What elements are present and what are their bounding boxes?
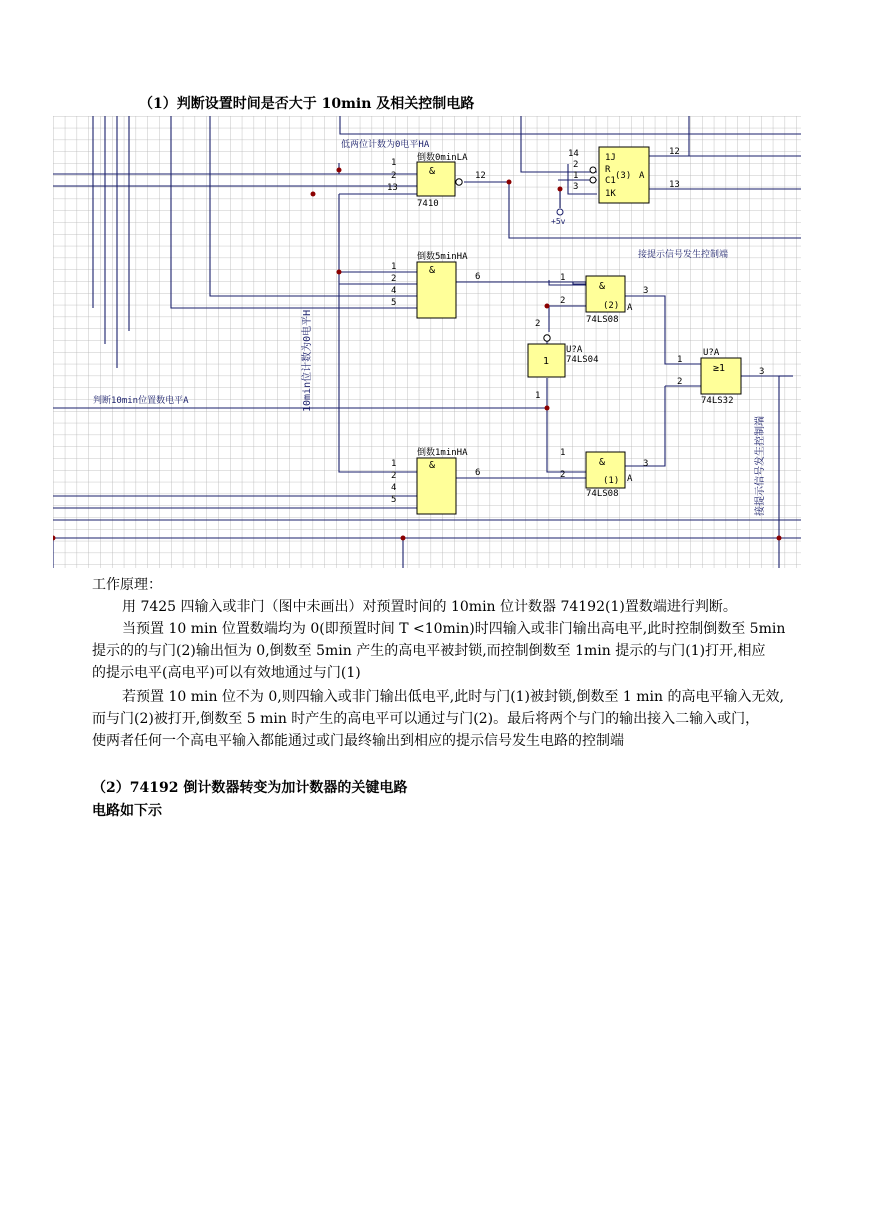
gate-1min-pin-4: 4 xyxy=(391,483,397,493)
inverter-pin-top: 2 xyxy=(535,319,541,329)
ff-pin13: 13 xyxy=(669,180,680,190)
and-gate-1-pin3: 3 xyxy=(643,459,649,469)
gate-5min-symbol: & xyxy=(429,265,436,276)
gate-1min-title: 倒数1minHA xyxy=(417,448,468,458)
inverter-ref: U?A xyxy=(566,345,583,355)
gate-0min-pin-1: 1 xyxy=(391,158,397,168)
gate-5min-pin-5: 5 xyxy=(391,298,397,308)
gate-0min-title: 倒数0minLA xyxy=(417,153,468,163)
ff-pin1: 1 xyxy=(573,171,579,181)
and-gate-2-symbol: & xyxy=(599,281,606,292)
or-gate-pin3: 3 xyxy=(759,367,765,377)
gate-1min-pin-5: 5 xyxy=(391,495,397,505)
gate-5min-pin-4: 4 xyxy=(391,286,397,296)
right-net-label: 接提示信号发生控制端 xyxy=(638,250,729,260)
heading-section-1: （1）判断设置时间是否大于 10min 及相关控制电路 xyxy=(139,96,475,112)
heading-section-2: （2）74192 倒计数器转变为加计数器的关键电路 xyxy=(92,780,408,796)
ff-unit: (3) xyxy=(615,171,632,181)
ff-line1: 1J xyxy=(605,153,616,163)
ff-line3: C1 xyxy=(605,176,616,186)
inverter-part: 74LS04 xyxy=(566,355,599,365)
and-gate-2-pin3: 3 xyxy=(643,286,649,296)
inverter-pin-bot: 1 xyxy=(535,391,541,401)
and-gate-1-unit: A xyxy=(627,474,633,484)
gate-0min-symbol: & xyxy=(429,166,436,177)
gate-1min-pin-2: 2 xyxy=(391,471,397,481)
inverter-symbol: 1 xyxy=(543,356,550,367)
or-gate-ref: U?A xyxy=(703,348,720,358)
gate-1min-symbol: & xyxy=(429,460,436,471)
and-gate-2-pin2: 2 xyxy=(560,296,566,306)
principle-p2-line1: 当预置 10 min 位置数端均为 0(即预置时间 T <10min)时四输入或非门输出高电平,此时控制倒数至 5min xyxy=(122,621,786,637)
ff-line4: 1K xyxy=(605,189,616,199)
principle-p2-line3: 的提示电平(高电平)可以有效地通过与门(1) xyxy=(92,665,361,681)
right-vertical-net-label: 接提示信号发生控制端 xyxy=(755,416,766,516)
and-gate-2-sub: (2) xyxy=(603,301,620,311)
or-gate-part: 74LS32 xyxy=(701,396,734,406)
gate-0min-part: 7410 xyxy=(417,199,439,209)
gate-0min-pin-13: 13 xyxy=(387,183,398,193)
left-net-label: 判断10min位置数电平A xyxy=(93,396,189,406)
vertical-net-label: 10min位计数为0电平H xyxy=(302,309,313,412)
circuit-diagram xyxy=(53,116,801,568)
gate-5min-pin-2: 2 xyxy=(391,274,397,284)
and-gate-1-part: 74LS08 xyxy=(586,489,619,499)
and-gate-1-symbol: & xyxy=(599,457,606,468)
gate-1min-pin-out: 6 xyxy=(475,468,481,478)
gate-5min-pin-1: 1 xyxy=(391,262,397,272)
top-net-label: 低两位计数为0电平HA xyxy=(341,140,430,150)
principle-p1: 用 7425 四输入或非门（图中未画出）对预置时间的 10min 位计数器 74192(1)置数端进行判断。 xyxy=(122,599,737,615)
or-gate-pin2: 2 xyxy=(677,377,683,387)
gate-0min-pin-out: 12 xyxy=(475,171,486,181)
and-gate-2-pin1: 1 xyxy=(560,273,566,283)
gate-5min-pin-out: 6 xyxy=(475,272,481,282)
principle-title: 工作原理： xyxy=(92,577,162,593)
ff-pin14: 14 xyxy=(568,149,579,159)
and-gate-1-pin2: 2 xyxy=(560,470,566,480)
and-gate-2-unit: A xyxy=(627,303,633,313)
or-gate-pin1: 1 xyxy=(677,355,683,365)
and-gate-1-sub: (1) xyxy=(603,476,620,486)
ff-pin12: 12 xyxy=(669,147,680,157)
gate-0min-pin-2: 2 xyxy=(391,171,397,181)
heading-circuit-below: 电路如下示 xyxy=(92,803,162,819)
ff-line2: R xyxy=(605,165,611,175)
ff-pin2: 2 xyxy=(573,160,579,170)
gate-1min-pin-1: 1 xyxy=(391,459,397,469)
principle-p3-line2: 而与门(2)被打开,倒数至 5 min 时产生的高电平可以通过与门(2)。最后将两个与门的输出接入二输入或门， xyxy=(92,711,760,727)
and-gate-1-pin1: 1 xyxy=(560,448,566,458)
principle-p2-line2: 提示的的与门(2)输出恒为 0,倒数至 5min 产生的高电平被封锁,而控制倒数至 1min 提示的与门(1)打开,相应 xyxy=(92,643,766,659)
ff-pin3: 3 xyxy=(573,182,579,192)
principle-p3-line1: 若预置 10 min 位不为 0,则四输入或非门输出低电平,此时与门(1)被封锁,倒数至 1 min 的高电平输入无效, xyxy=(122,689,784,705)
gate-5min-title: 倒数5minHA xyxy=(417,252,468,262)
principle-p3-line3: 使两者任何一个高电平输入都能通过或门最终输出到相应的提示信号发生电路的控制端 xyxy=(92,733,624,749)
ff-unit-suffix: A xyxy=(639,171,645,181)
vcc-label: +5v xyxy=(551,217,566,226)
and-gate-2-part: 74LS08 xyxy=(586,315,619,325)
or-gate-symbol: ≥1 xyxy=(713,363,726,374)
